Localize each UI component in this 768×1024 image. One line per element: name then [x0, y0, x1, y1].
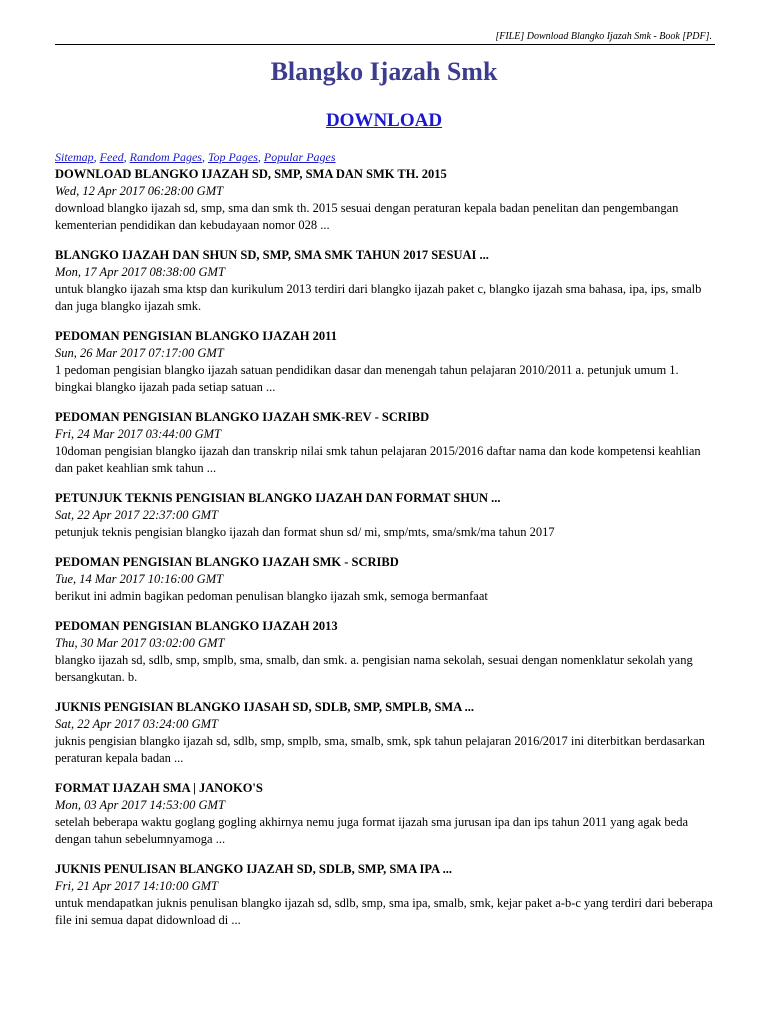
nav-link-popular-pages[interactable]: Popular Pages: [263, 150, 336, 164]
nav-link-feed[interactable]: Feed: [99, 150, 124, 164]
entry: [55, 554, 715, 605]
entry-title: BLANGKO IJAZAH DAN SHUN SD, SMP, SMA SMK TAHUN 2017 SESUAI ...: [55, 248, 489, 262]
entry-description: 10doman pengisian blangko ijazah dan transkrip nilai smk tahun pelajaran 2015/2016 daftar nama dan kode kompetensi keahlian dan paket keahlian smk tahun ...: [55, 444, 701, 475]
entry-title: PEDOMAN PENGISIAN BLANGKO IJAZAH SMK-REV - SCRIBD: [55, 410, 430, 424]
entry-description: untuk mendapatkan juknis penulisan blangko ijazah sd, sdlb, smp, sma ipa, smalb, smk, kejar paket a-b-c yang terdiri dari beberapa file ini semua dapat didownload di ...: [55, 896, 713, 927]
nav-link-random-pages[interactable]: Random Pages: [129, 150, 202, 164]
entry-date: Sun, 26 Mar 2017 07:17:00 GMT: [55, 346, 224, 360]
entry-title: JUKNIS PENGISIAN BLANGKO IJASAH SD, SDLB, SMP, SMPLB, SMA ...: [55, 700, 475, 714]
entry-description: blangko ijazah sd, sdlb, smp, smplb, sma, smalb, dan smk. a. pengisian nama sekolah, sesuai dengan nomenklatur sekolah yang bersangkutan. b.: [55, 653, 693, 684]
entry-date: Mon, 03 Apr 2017 14:53:00 GMT: [55, 798, 225, 812]
entry: [55, 328, 715, 396]
download-link[interactable]: DOWNLOAD: [325, 110, 443, 131]
entry-description: petunjuk teknis pengisian blangko ijazah dan format shun sd/ mi, smp/mts, sma/smk/ma tahun 2017: [55, 525, 555, 539]
entry-title: PEDOMAN PENGISIAN BLANGKO IJAZAH SMK - SCRIBD: [55, 555, 399, 569]
entry-description: download blangko ijazah sd, smp, sma dan smk th. 2015 sesuai dengan peraturan kepala badan penelitan dan pengembangan kementerian pendidikan dan kebudayaan nomor 028 ...: [55, 201, 679, 232]
header-rule: [55, 44, 715, 45]
download-section: [0, 110, 768, 132]
entry: [55, 166, 715, 234]
entry-description: berikut ini admin bagikan pedoman penulisan blangko ijazah smk, semoga bermanfaat: [55, 589, 488, 603]
entry: [55, 780, 715, 848]
entry-date: Wed, 12 Apr 2017 06:28:00 GMT: [55, 184, 224, 198]
entry-date: Fri, 24 Mar 2017 03:44:00 GMT: [55, 427, 221, 441]
entry-description: setelah beberapa waktu goglang gogling akhirnya nemu juga format ijazah sma jurusan ipa dan ips tahun 2011 yang agak beda dengan tahun sebelumnyamoga ...: [55, 815, 689, 846]
nav-link-sitemap[interactable]: Sitemap: [55, 150, 94, 164]
entry-title: DOWNLOAD BLANGKO IJAZAH SD, SMP, SMA DAN SMK TH. 2015: [55, 167, 447, 181]
entry: [55, 409, 715, 477]
entry-description: untuk blangko ijazah sma ktsp dan kurikulum 2013 terdiri dari blangko ijazah paket c, blangko ijazah sma bahasa, ipa, ips, smalb dan juga blangko ijazah smk.: [55, 282, 702, 313]
entry-description: 1 pedoman pengisian blangko ijazah satuan pendidikan dasar dan menengah tahun pelajaran 2010/2011 a. petunjuk umum 1. bingkai blangko ijazah pada setiap satuan ...: [55, 363, 679, 394]
entry-date: Sat, 22 Apr 2017 03:24:00 GMT: [55, 717, 218, 731]
entry: [55, 699, 715, 767]
entry: [55, 861, 715, 929]
entry: [55, 618, 715, 686]
entry-title: PEDOMAN PENGISIAN BLANGKO IJAZAH 2011: [55, 329, 337, 343]
entry-date: Mon, 17 Apr 2017 08:38:00 GMT: [55, 265, 225, 279]
file-header: [FILE] Download Blangko Ijazah Smk - Book [PDF].: [495, 31, 712, 42]
entry-list: [55, 166, 715, 942]
entry-title: PEDOMAN PENGISIAN BLANGKO IJAZAH 2013: [55, 619, 338, 633]
entry: [55, 490, 715, 541]
entry-title: FORMAT IJAZAH SMA | JANOKO'S: [55, 781, 263, 795]
entry: [55, 247, 715, 315]
entry-date: Sat, 22 Apr 2017 22:37:00 GMT: [55, 508, 218, 522]
entry-description: juknis pengisian blangko ijazah sd, sdlb, smp, smplb, sma, smalb, smk, spk tahun pelajaran 2016/2017 ini diterbitkan berdasarkan peraturan kepala badan ...: [55, 734, 705, 765]
entry-title: PETUNJUK TEKNIS PENGISIAN BLANGKO IJAZAH DAN FORMAT SHUN ...: [55, 491, 501, 505]
entry-title: JUKNIS PENULISAN BLANGKO IJAZAH SD, SDLB, SMP, SMA IPA ...: [55, 862, 452, 876]
entry-date: Tue, 14 Mar 2017 10:16:00 GMT: [55, 572, 224, 586]
nav-links: Sitemap, Feed, Random Pages, Top Pages, Popular Pages: [55, 150, 336, 164]
page-title: Blangko Ijazah Smk: [270, 57, 498, 86]
entry-date: Fri, 21 Apr 2017 14:10:00 GMT: [55, 879, 218, 893]
entry-date: Thu, 30 Mar 2017 03:02:00 GMT: [55, 636, 225, 650]
nav-link-top-pages[interactable]: Top Pages: [207, 150, 258, 164]
